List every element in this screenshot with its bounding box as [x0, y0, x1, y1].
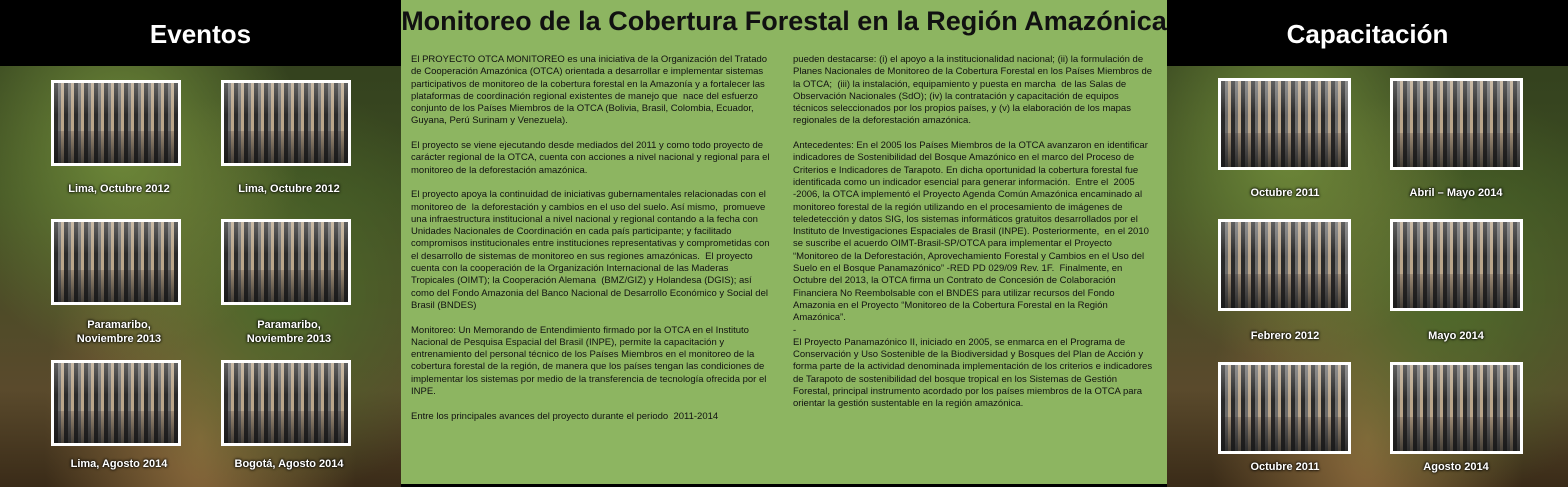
training-photo-1	[1218, 78, 1351, 170]
main-content	[401, 0, 1167, 487]
training-photo-6	[1390, 362, 1523, 454]
event-photo-6	[221, 360, 351, 446]
event-photo-4	[221, 219, 351, 305]
event-photo-5	[51, 360, 181, 446]
training-caption-3: Febrero 2012	[1250, 330, 1320, 342]
capacitacion-panel	[1167, 0, 1568, 487]
page-title: Monitoreo de la Cobertura Forestal en la Región Amazónica	[401, 6, 1167, 36]
event-caption-2: Lima, Octubre 2012	[238, 183, 340, 195]
eventos-panel	[0, 0, 401, 487]
event-caption-5: Lima, Agosto 2014	[70, 458, 168, 470]
training-photo-5	[1218, 362, 1351, 454]
training-photo-2	[1390, 78, 1523, 170]
training-photo-4	[1390, 219, 1523, 311]
text-column-left: El PROYECTO OTCA MONITOREO es una iniciativa de la Organización del Tratado de Cooperación Amazónica (OTCA) orientada a desarrollar e implementar sistemas participativos de monitoreo de la cobertura forestal en la Amazonía y a fortalecer las plataformas de coordinación regional existentes de manejo que nace del esfuerzo conjunto de los Países Miembros de la OTCA (Bolivia, Brasil, Colombia, Ecuador, Guyana, Perú Surinam y Venezuela). El proyecto se viene ejecutando desde mediados del 2011 y como todo proyecto de carácter regional de la OTCA, cuenta con acciones a nivel nacional y regional para el monitoreo de la deforestación amazónica. El proyecto apoya la continuidad de iniciativas gubernamentales relacionadas con el monitoreo de la deforestación y cambios en el uso del suelo. Así mismo, promueve una infraestructura institucional a nivel nacional y regional contando a la fecha con Unidades Nacionales de Coordinación en cada país participante; y facilitado compromisos institucionales entre instituciones representativas y comprometidas con el desarrollo de sistemas de monitoreo en sus regiones amazónicas. El proyecto cuenta con la cooperación de la Organización Internacional de las Maderas Tropicales (OIMT); la Cooperación Alemana (BMZ/GIZ) y Holandesa (DGIS); así como del Fondo Amazonia del Banco Nacional de Desarrollo Económico y Social del Brasil (BNDES) Monitoreo: Un Memorando de Entendimiento firmado por la OTCA en el Instituto Nacional de Pesquisa Espacial del Brasil (INPE), permite la capacitación y entrenamiento del personal técnico de los Países Miembros en el monitoreo de la cobertura forestal de la región, de manera que los países tengan las condiciones de implementar los sistemas por medio de la transferencia de tecnología ofrecida por el INPE. Entre los principales avances del proyecto durante el periodo 2011-2014	[411, 54, 770, 422]
training-caption-1: Octubre 2011	[1250, 187, 1320, 199]
training-caption-5: Octubre 2011	[1250, 461, 1320, 473]
capacitacion-title: Capacitación	[1167, 0, 1568, 66]
training-photo-3	[1218, 219, 1351, 311]
text-column-right: pueden destacarse: (i) el apoyo a la institucionalidad nacional; (ii) la formulación de Planes Nacionales de Monitoreo de la Cobertura Forestal en los Países Miembros de la OTCA; (iii) la instalación, equipamiento y puesta en marcha de las Salas de Observación Nacionales (SdO); (iv) la contratación y capacitación de equipos técnicos seleccionados por los propios países, y (v) la elaboración de los mapas regionales de la deforestación amazónica. Antecedentes: En el 2005 los Países Miembros de la OTCA avanzaron en identificar indicadores de Sostenibilidad del Bosque Amazónico en el marco del Proceso de Criterios e Indicadores de Tarapoto. En dicha oportunidad la cobertura forestal fue identificada como un indicador esencial para generar información. Entre el 2005 -2006, la OTCA implementó el Proyecto Agenda Común Amazónica encaminado al monitoreo forestal de la región utilizando en el procesamiento de imágenes de teledetección y datos SIG, los sistemas informáticos gratuitos desarrollados por el Instituto de Investigaciones Espaciales de Brasil (INPE). Posteriormente, en el 2010 se suscribe el acuerdo OIMT-Brasil-SP/OTCA para implementar el Proyecto “Monitoreo de la Deforestación, Aprovechamiento Forestal y Cambios en el Uso del Suelo en el Bosque Panamazónico” -RED PD 029/09 Rev. 1F. Finalmente, en Octubre del 2013, la OTCA firma un Contrato de Concesión de Colaboración Financiera No Reembolsable con el BNDES para utilizar recursos del Fondo Amazonia en el Proyecto “Monitoreo de la Cobertura Forestal en la Región Amazónica”. - El Proyecto Panamazónico II, iniciado en 2005, se enmarca en el Programa de Conservación y Uso Sostenible de la Biodiversidad y Bosques del Plan de Acción y forma parte de la actividad denominada implementación de los criterios e indicadores de Tarapoto de sostenibilidad del bosque tropical en los Sistemas de Gestión Forestal, principal instrumento acordado por los países miembros de la OTCA para orientar la gestión sustentable en la región amazónica.	[793, 54, 1153, 410]
event-photo-1	[51, 80, 181, 166]
event-caption-3: Paramaribo, Noviembre 2013	[76, 319, 162, 345]
eventos-title: Eventos	[0, 0, 401, 66]
event-photo-2	[221, 80, 351, 166]
training-caption-2: Abril – Mayo 2014	[1409, 187, 1503, 199]
training-caption-4: Mayo 2014	[1428, 330, 1484, 342]
event-caption-4: Paramaribo, Noviembre 2013	[246, 319, 332, 345]
event-caption-1: Lima, Octubre 2012	[68, 183, 170, 195]
event-photo-3	[51, 219, 181, 305]
training-caption-6: Agosto 2014	[1423, 461, 1489, 473]
event-caption-6: Bogotá, Agosto 2014	[234, 458, 344, 470]
